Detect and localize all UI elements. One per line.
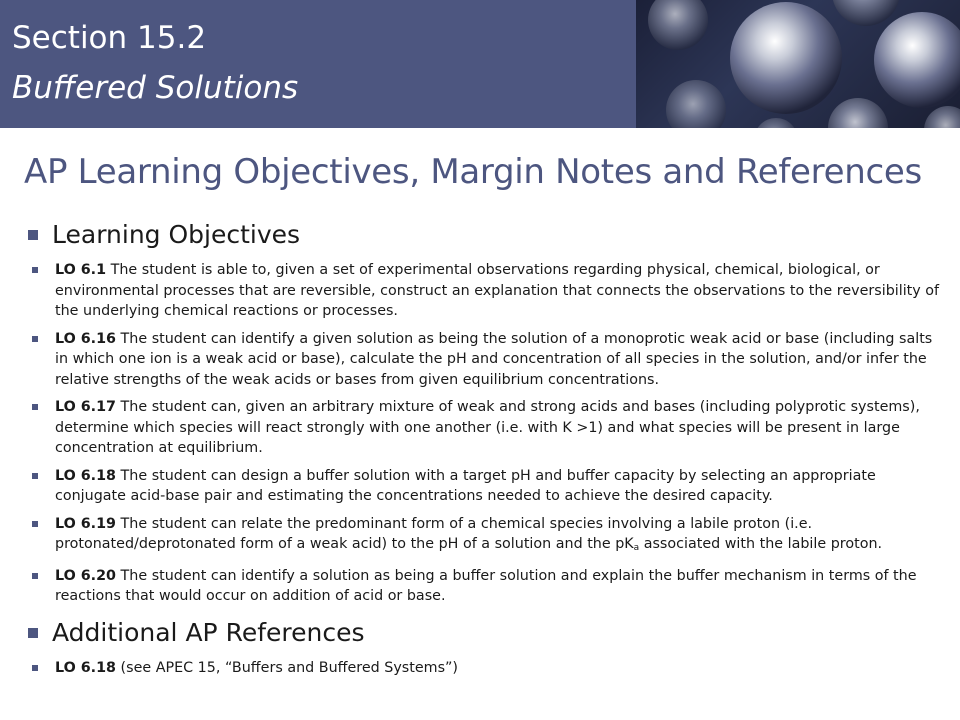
header-spheres-image xyxy=(636,0,960,128)
objective-code: LO 6.17 xyxy=(55,399,117,415)
objective-item xyxy=(24,566,940,607)
learning-objectives-heading xyxy=(24,218,940,252)
objective-text-end: associated with the labile proton. xyxy=(639,536,883,552)
square-bullet-icon xyxy=(32,573,38,579)
heading-text: Additional AP References xyxy=(52,617,365,647)
square-bullet-icon xyxy=(32,267,38,273)
spheres-graphic xyxy=(636,0,960,128)
section-number: Section 15.2 xyxy=(12,20,207,56)
objective-text: The student can design a buffer solution with a target pH and buffer capacity by selecting an appropriate conjugate acid-base pair and estimating the concentrations needed to achieve the desired capacity. xyxy=(55,467,876,504)
reference-text: (see APEC 15, “Buffers and Buffered Systems”) xyxy=(116,659,459,676)
slide-header xyxy=(0,0,960,128)
objective-code: LO 6.18 xyxy=(55,467,117,484)
square-bullet-icon xyxy=(28,230,38,240)
reference-code: LO 6.18 xyxy=(55,659,117,676)
objective-code: LO 6.1 xyxy=(55,262,107,278)
slide-title: AP Learning Objectives, Margin Notes and References xyxy=(24,152,922,192)
square-bullet-icon xyxy=(32,473,38,479)
square-bullet-icon xyxy=(32,521,38,527)
objective-text: The student can identify a solution as being a buffer solution and explain the buffer mechanism in terms of the reactions that would occur on addition of acid or base. xyxy=(55,567,917,604)
objective-text: The student can, given an arbitrary mixture of weak and strong acids and bases (including polyprotic systems), determine which species will react strongly with one another (i.e. with K >1) and what species will be present in large concentration at equilibrium. xyxy=(55,399,920,456)
objective-item xyxy=(24,514,940,559)
square-bullet-icon xyxy=(32,665,38,671)
slide-content xyxy=(24,218,940,685)
square-bullet-icon xyxy=(32,336,38,342)
section-subtitle: Buffered Solutions xyxy=(12,70,299,106)
square-bullet-icon xyxy=(32,404,38,410)
objective-text: The student can identify a given solution as being the solution of a monoprotic weak acid or base (including salts in which one ion is a weak acid or base), calculate the pH and concentration of all species in the solution, and/or infer the relative strengths of the weak acids or bases from given equilibrium concentrations. xyxy=(55,330,933,388)
square-bullet-icon xyxy=(28,628,38,638)
objective-code: LO 6.19 xyxy=(55,515,117,532)
heading-text: Learning Objectives xyxy=(52,220,301,249)
objective-text: The student is able to, given a set of experimental observations regarding physical, chemical, biological, or environmental processes that are reversible, construct an explanation that connects the observations to the reversibility of the underlying chemical reactions or processes. xyxy=(55,262,940,319)
objective-item xyxy=(24,260,940,322)
subscript-a: a xyxy=(633,543,640,553)
objective-item xyxy=(24,329,940,391)
objective-text: The student can relate the predominant form of a chemical species involving a labile proton (i.e. protonated/deprotonated form of a weak acid) to the pH of a solution and the pK xyxy=(55,515,813,552)
objective-item xyxy=(24,466,940,507)
objective-code: LO 6.20 xyxy=(55,567,117,584)
references-heading xyxy=(24,616,940,650)
objective-code: LO 6.16 xyxy=(55,330,117,347)
objective-item xyxy=(24,397,940,459)
reference-item xyxy=(24,658,940,679)
